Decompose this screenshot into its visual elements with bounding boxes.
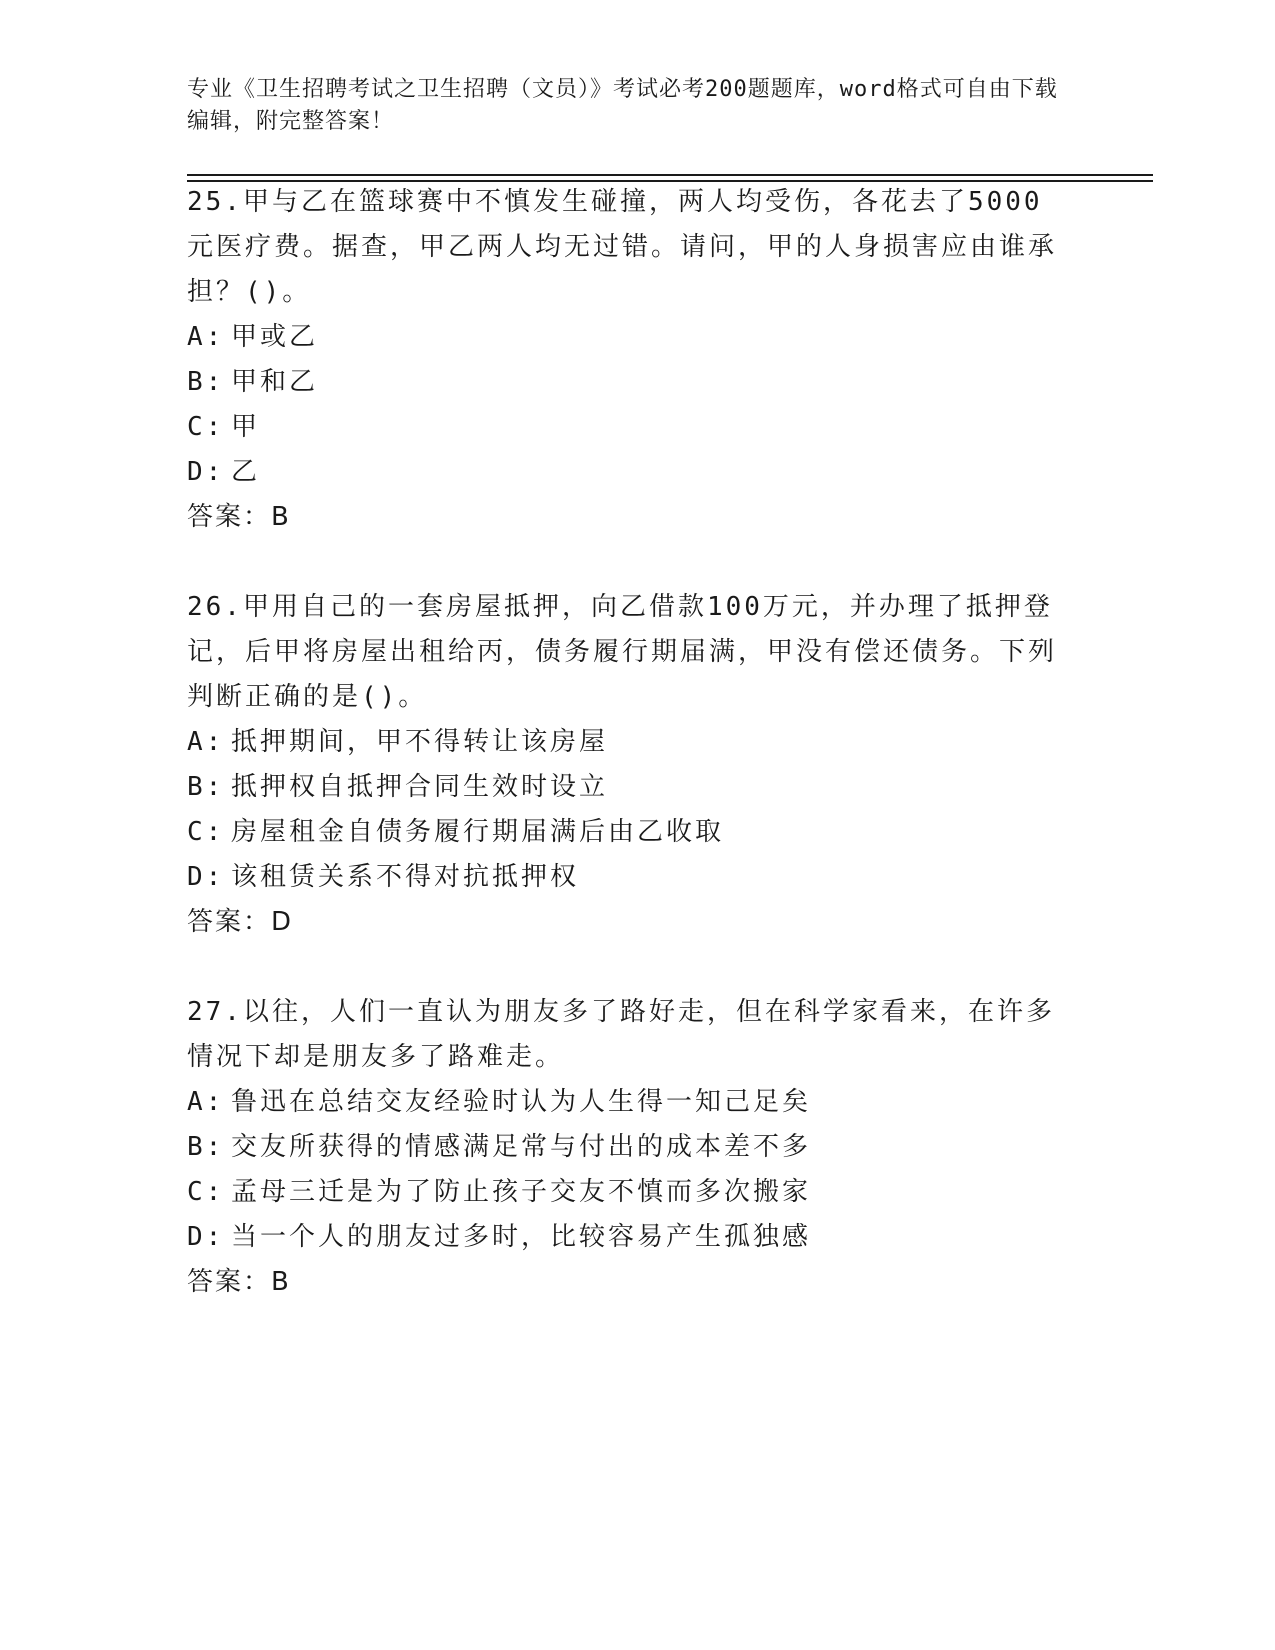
header-text: 专业《卫生招聘考试之卫生招聘（文员）》考试必考200题题库，word格式可自由下载编辑，附完整答案！ [187, 77, 1058, 134]
question-number: 26. [187, 592, 243, 622]
option-letter: D: [187, 1222, 225, 1252]
option-letter: C: [187, 1177, 225, 1207]
option-letter: B: [187, 772, 225, 802]
question-27 [187, 990, 1067, 1305]
option-text: 抵押权自抵押合同生效时设立 [231, 772, 609, 802]
option-letter: A: [187, 727, 225, 757]
question-text: 甲用自己的一套房屋抵押，向乙借款100万元，并办理了抵押登记，后甲将房屋出租给丙，债务履行期届满，甲没有偿还债务。下列判断正确的是()。 [187, 592, 1058, 712]
option-d [187, 855, 1067, 900]
option-text: 抵押期间，甲不得转让该房屋 [231, 727, 609, 757]
option-text: 房屋租金自债务履行期届满后由乙收取 [231, 817, 725, 847]
option-text: 该租赁关系不得对抗抵押权 [231, 862, 580, 892]
document-header [187, 74, 1067, 138]
question-26 [187, 585, 1067, 945]
question-text: 甲与乙在篮球赛中不慎发生碰撞，两人均受伤，各花去了5000元医疗费。据查，甲乙两人均无过错。请问，甲的人身损害应由谁承担？()。 [187, 187, 1058, 307]
option-c [187, 405, 1067, 450]
question-text: 以往，人们一直认为朋友多了路好走，但在科学家看来，在许多情况下却是朋友多了路难走。 [187, 997, 1055, 1072]
question-number: 27. [187, 997, 243, 1027]
question-stem [187, 990, 1067, 1080]
option-letter: D: [187, 862, 225, 892]
answer-line [187, 1260, 1067, 1305]
option-letter: B: [187, 367, 225, 397]
option-letter: C: [187, 412, 225, 442]
header-divider-top [187, 174, 1153, 176]
answer-value: B [271, 1267, 291, 1297]
option-b [187, 765, 1067, 810]
option-d [187, 450, 1067, 495]
question-stem [187, 585, 1067, 720]
question-25 [187, 180, 1067, 540]
option-text: 当一个人的朋友过多时，比较容易产生孤独感 [231, 1222, 812, 1252]
option-text: 交友所获得的情感满足常与付出的成本差不多 [231, 1132, 812, 1162]
answer-line [187, 900, 1067, 945]
option-letter: C: [187, 817, 225, 847]
answer-line [187, 495, 1067, 540]
option-text: 乙 [231, 457, 261, 487]
option-text: 孟母三迁是为了防止孩子交友不慎而多次搬家 [231, 1177, 812, 1207]
question-stem [187, 180, 1067, 315]
option-letter: D: [187, 457, 225, 487]
option-letter: A: [187, 322, 225, 352]
option-a [187, 720, 1067, 765]
answer-value: B [271, 502, 291, 532]
option-text: 甲或乙 [231, 322, 319, 352]
answer-label: 答案： [187, 502, 272, 532]
option-a [187, 1080, 1067, 1125]
option-b [187, 1125, 1067, 1170]
option-text: 甲和乙 [231, 367, 319, 397]
option-letter: B: [187, 1132, 225, 1162]
question-number: 25. [187, 187, 243, 217]
option-c [187, 1170, 1067, 1215]
option-b [187, 360, 1067, 405]
option-c [187, 810, 1067, 855]
option-text: 甲 [231, 412, 261, 442]
answer-label: 答案： [187, 1267, 272, 1297]
answer-label: 答案： [187, 907, 272, 937]
option-text: 鲁迅在总结交友经验时认为人生得一知己足矣 [231, 1087, 812, 1117]
option-letter: A: [187, 1087, 225, 1117]
answer-value: D [271, 907, 294, 937]
option-d [187, 1215, 1067, 1260]
option-a [187, 315, 1067, 360]
